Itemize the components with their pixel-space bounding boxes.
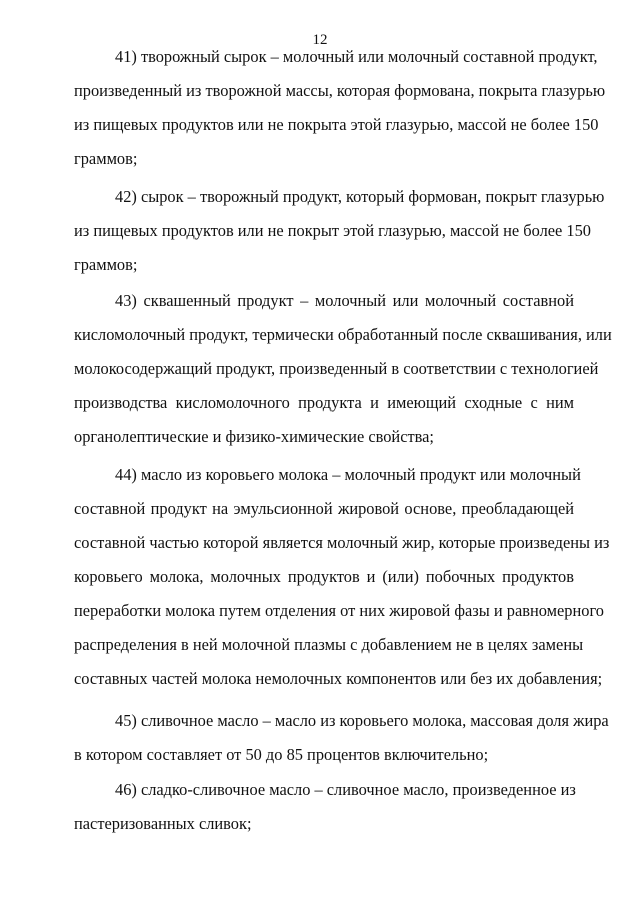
paragraph-line: пастеризованных сливок;	[74, 814, 252, 833]
paragraph-line: распределения в ней молочной плазмы с добавлением не в целях замены	[74, 635, 584, 654]
paragraph-line: 42) сырок – творожный продукт, который формован, покрыт глазурью	[115, 187, 605, 206]
paragraph-42	[74, 186, 605, 288]
paragraph-45	[74, 710, 609, 778]
paragraph-line: молокосодержащий продукт, произведенный в соответствии с технологией	[74, 359, 599, 378]
paragraph-line: 46) сладко-сливочное масло – сливочное масло, произведенное из	[115, 780, 576, 799]
paragraph-line: из пищевых продуктов или не покрыта этой глазурью, массой не более 150	[74, 115, 599, 134]
paragraph-line: коровьего молока, молочных продуктов и (или) побочных продуктов	[74, 567, 574, 586]
paragraph-41	[74, 46, 606, 182]
paragraph-line: граммов;	[74, 149, 138, 168]
paragraph-line: произведенный из творожной массы, которая формована, покрыта глазурью	[74, 81, 606, 100]
paragraph-line: переработки молока путем отделения от них жировой фазы и равномерного	[74, 601, 604, 620]
paragraph-line: граммов;	[74, 255, 138, 274]
paragraph-line: 45) сливочное масло – масло из коровьего молока, массовая доля жира	[115, 711, 609, 730]
paragraph-line: составной частью которой является молочный жир, которые произведены из	[74, 533, 610, 552]
paragraph-44	[74, 464, 610, 702]
paragraph-46	[74, 779, 574, 847]
paragraph-line: составных частей молока немолочных компонентов или без их добавления;	[74, 669, 603, 688]
paragraph-line: кисломолочный продукт, термически обработанный после сквашивания, или	[74, 325, 612, 344]
paragraph-line: производства кисломолочного продукта и имеющий сходные с ним	[74, 393, 574, 412]
paragraph-line: из пищевых продуктов или не покрыт этой глазурью, массой не более 150	[74, 221, 591, 240]
paragraph-line: органолептические и физико-химические свойства;	[74, 427, 434, 446]
paragraph-line: 43) сквашенный продукт – молочный или молочный составной	[115, 291, 574, 310]
paragraph-line: 44) масло из коровьего молока – молочный продукт или молочный	[115, 465, 581, 484]
paragraph-43	[74, 290, 612, 460]
page-number: 12	[312, 32, 328, 48]
paragraph-line: в котором составляет от 50 до 85 процентов включительно;	[74, 745, 489, 764]
paragraph-line: составной продукт на эмульсионной жировой основе, преобладающей	[74, 499, 574, 518]
paragraph-line: 41) творожный сырок – молочный или молочный составной продукт,	[115, 47, 598, 66]
